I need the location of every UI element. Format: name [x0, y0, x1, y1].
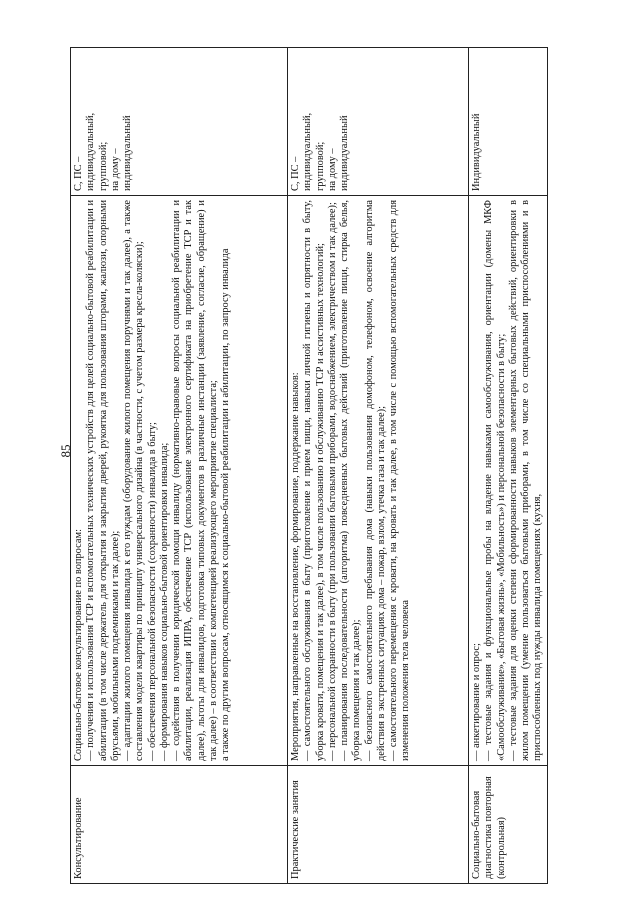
content-line: — содействия в получении юридической помощи инвалиду (нормативно-правовые вопросы социальной реабилитации и абилитации, реализация ИПРА, обеспечение ТСР (использование электронного сертификата на приобретение ТСР и так далее), льготы для инвалидов, подготовка типовых документов в различные инстанции (заявление, согласие, обращение) и так далее) – в соответствии с компетенцией реализующего мероприятие специалиста; [171, 200, 219, 761]
row-format: Индивидуальный [471, 113, 482, 191]
row-format-cell [71, 48, 288, 196]
row-content-cell [288, 196, 469, 766]
page-number: 85 [58, 444, 73, 458]
row-title: Социально-бытовая диагностика повторная (контрольная) [471, 776, 507, 879]
table-row [71, 48, 288, 884]
content-line: — самостоятельного обслуживания в быту (приготовление и прием пищи, навыки личной гигиены и опрятности в быту, уборка кровати, помещения и так далее), в том числе пользованию и обслуживанию ТСР и ассистивных технологий; [302, 200, 326, 761]
table-row [288, 48, 469, 884]
row-format-cell [288, 48, 469, 196]
table-row [469, 48, 548, 884]
row-format: С, ПС – индивидуальный, групповой; на дому – индивидуальный [73, 112, 134, 191]
content-line: — безопасного самостоятельного пребывания дома (навыки пользования домофоном, телефоном, освоение алгоритма действия в экстренных ситуациях дома – пожар, взлом, утечка газа и так далее); [363, 200, 387, 761]
content-line: — получения и использования ТСР и вспомогательных технических устройств для целей социально-бытовой реабилитации и абилитации (в том числе держатель для открытия и закрытия дверей, рукоятка для пользования шторами, жалюзи, опорными брусьями, мобильными подъемниками и так далее); [85, 200, 121, 761]
row-title: Консультирование [73, 797, 84, 879]
row-title-cell [469, 766, 548, 884]
content-line: — самостоятельного перемещения с кровати, на кровать и так далее, в том числе с помощью вспомогательных средств для изменения положения тела человека [388, 200, 412, 761]
content-line: Социально-бытовое консультирование по вопросам: [73, 529, 84, 761]
row-content-cell [469, 196, 548, 766]
row-title-cell [288, 766, 469, 884]
content-line: — тестовые задания для оценки степени сформированности навыков элементарных бытовых действий, ориентировки в жилом помещении (умение пользоваться бытовыми приборами, в том числе со специальными приспособлениями и в приспособленных под нужды инвалида помещениях (кухня, [507, 200, 544, 761]
row-format-cell [469, 48, 548, 196]
content-line: — планирования последовательности (алгоритма) повседневных бытовых действий (приготовление пищи, стирка белья, уборка помещения и так далее); [339, 200, 363, 761]
content-line: — анкетирование и опрос; [471, 643, 482, 761]
content-line: — тестовые задания и функциональные пробы на владение навыками самообслуживания, ориентации (домены МКФ «Самообслуживание», «Бытовая жизнь», «Мобильность») и персональной безопасности в быту; [483, 200, 507, 761]
rotated-table-container [70, 48, 544, 884]
row-title: Практические занятия [290, 780, 301, 879]
content-line: — обеспечения персональной безопасности (сохранности) инвалида в быту; [146, 422, 158, 761]
row-format: С, ПС – индивидуальный, групповой; на дому – индивидуальный [290, 112, 351, 191]
content-line: Мероприятия, направленные на восстановление, формирование, поддержание навыков: [290, 372, 301, 761]
rehabilitation-table [70, 47, 548, 884]
content-line: — адаптации жилого помещения инвалида к его нуждам (оборудование жилого помещения поручнями и так далее), а также составления модели квартиры по принципу универсального дизайна (в частности, с учетом размера кресла-коляски); [122, 200, 146, 761]
row-content-cell [71, 196, 288, 766]
content-line: — персональной сохранности в быту (при пользовании бытовыми приборами, водоснабжением, электричеством и так далее); [326, 202, 338, 761]
content-line: — формирования навыков социально-бытовой ориентировки инвалида; [158, 442, 170, 761]
content-line: а также по другим вопросам, относящимся к социально-бытовой реабилитации и абилитации, по запросу инвалида [220, 248, 232, 761]
row-title-cell [71, 766, 288, 884]
